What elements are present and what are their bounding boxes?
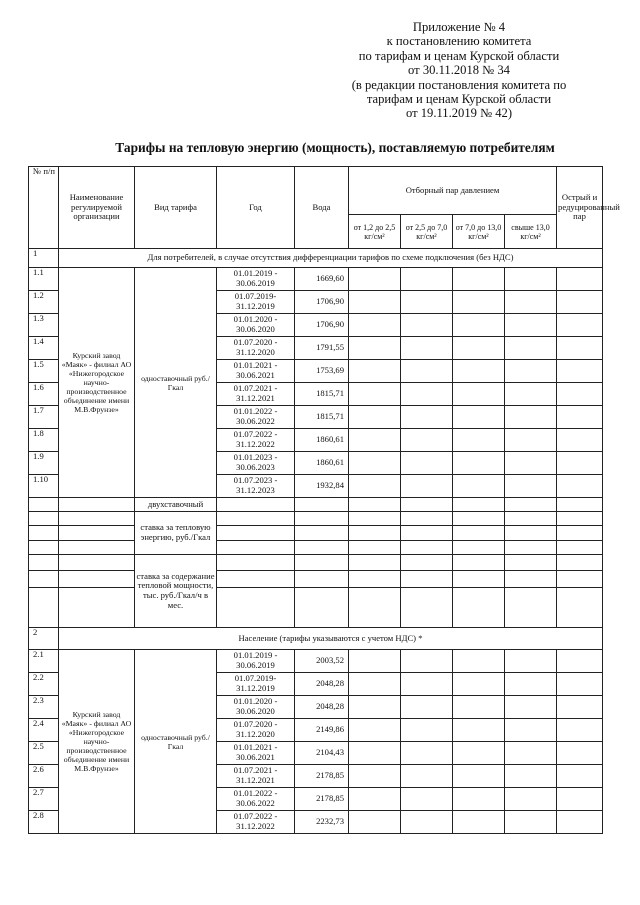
empty-cell — [557, 429, 603, 452]
empty-cell — [557, 765, 603, 788]
empty-cell — [453, 742, 505, 765]
annex-line: к постановлению комитета — [386, 34, 532, 49]
tariff-period: 01.07.2022 - 31.12.2022 — [217, 811, 295, 834]
tariff-period: 01.01.2023 - 30.06.2023 — [217, 452, 295, 475]
water-tariff: 1932,84 — [295, 475, 349, 498]
water-tariff: 2104,43 — [295, 742, 349, 765]
empty-cell — [29, 541, 59, 555]
empty-cell — [557, 383, 603, 406]
empty-cell — [505, 788, 557, 811]
empty-cell — [295, 512, 349, 526]
empty-cell — [505, 719, 557, 742]
header-num: № п/п — [29, 167, 59, 249]
tariff-period: 01.01.2021 - 30.06.2021 — [217, 742, 295, 765]
empty-cell — [349, 452, 401, 475]
section-row — [29, 249, 603, 268]
water-tariff: 1706,90 — [295, 291, 349, 314]
empty-cell — [401, 650, 453, 673]
empty-cell — [401, 383, 453, 406]
water-tariff: 2178,85 — [295, 765, 349, 788]
empty-cell — [505, 541, 557, 555]
empty-cell — [505, 696, 557, 719]
empty-cell — [29, 588, 59, 628]
empty-cell — [453, 541, 505, 555]
header-row — [29, 167, 603, 215]
empty-cell — [557, 588, 603, 628]
empty-cell — [349, 383, 401, 406]
empty-cell — [557, 475, 603, 498]
empty-cell — [505, 742, 557, 765]
empty-cell — [557, 314, 603, 337]
empty-cell — [453, 383, 505, 406]
empty-cell — [557, 291, 603, 314]
empty-cell — [349, 650, 401, 673]
water-tariff: 1669,60 — [295, 268, 349, 291]
tariff-period: 01.07.2020 - 31.12.2020 — [217, 719, 295, 742]
energy-rate-label: ставка за тепловую энергию, руб./Гкал — [135, 512, 217, 555]
row-number: 1.8 — [29, 429, 59, 452]
empty-cell — [29, 526, 59, 541]
empty-cell — [401, 406, 453, 429]
empty-cell — [401, 811, 453, 834]
two-part-row — [29, 512, 603, 526]
empty-cell — [349, 268, 401, 291]
empty-cell — [505, 498, 557, 512]
empty-cell — [349, 541, 401, 555]
empty-cell — [29, 571, 59, 588]
empty-cell — [295, 555, 349, 571]
header-steam: Отборный пар давлением — [349, 167, 557, 215]
empty-cell — [217, 526, 295, 541]
table-row — [29, 268, 603, 291]
empty-cell — [453, 268, 505, 291]
row-number: 2.1 — [29, 650, 59, 673]
annex-line: по тарифам и ценам Курской области — [358, 48, 560, 63]
header-org: Наименование регулируемой организации — [59, 167, 135, 249]
empty-cell — [557, 571, 603, 588]
empty-cell — [505, 383, 557, 406]
empty-cell — [505, 268, 557, 291]
water-tariff: 2149,86 — [295, 719, 349, 742]
two-part-row — [29, 498, 603, 512]
empty-cell — [453, 526, 505, 541]
empty-cell — [401, 788, 453, 811]
tariff-period: 01.01.2021 - 30.06.2021 — [217, 360, 295, 383]
header-kind: Вид тарифа — [135, 167, 217, 249]
empty-cell — [453, 360, 505, 383]
tariff-kind: одноставочный руб./Гкал — [135, 650, 217, 834]
empty-cell — [557, 742, 603, 765]
empty-cell — [349, 588, 401, 628]
tariff-period: 01.01.2019 - 30.06.2019 — [217, 268, 295, 291]
row-number: 1.9 — [29, 452, 59, 475]
water-tariff: 2178,85 — [295, 788, 349, 811]
two-part-row — [29, 571, 603, 588]
tariff-period: 01.07.2022 - 31.12.2022 — [217, 429, 295, 452]
tariff-period: 01.07.2023 - 31.12.2023 — [217, 475, 295, 498]
empty-cell — [295, 571, 349, 588]
empty-cell — [401, 673, 453, 696]
row-number: 2.8 — [29, 811, 59, 834]
tariff-period: 01.01.2022 - 30.06.2022 — [217, 788, 295, 811]
header-pressure-4: свыше 13,0 кг/см² — [505, 215, 557, 249]
empty-cell — [349, 742, 401, 765]
empty-cell — [505, 673, 557, 696]
header-pressure-2: от 2,5 до 7,0 кг/см² — [401, 215, 453, 249]
annex-line: от 19.11.2019 № 42) — [405, 106, 513, 121]
empty-cell — [59, 588, 135, 628]
tariff-period: 01.01.2020 - 30.06.2020 — [217, 314, 295, 337]
water-tariff: 1860,61 — [295, 452, 349, 475]
empty-cell — [401, 555, 453, 571]
empty-cell — [401, 314, 453, 337]
empty-cell — [453, 788, 505, 811]
empty-cell — [349, 291, 401, 314]
two-part-row — [29, 526, 603, 541]
header-water: Вода — [295, 167, 349, 249]
row-number: 1.1 — [29, 268, 59, 291]
empty-cell — [401, 696, 453, 719]
empty-cell — [349, 314, 401, 337]
table-row — [29, 650, 603, 673]
row-number: 2.6 — [29, 765, 59, 788]
empty-cell — [59, 555, 135, 571]
empty-cell — [505, 475, 557, 498]
empty-cell — [349, 571, 401, 588]
section-number: 2 — [29, 628, 59, 650]
empty-cell — [401, 588, 453, 628]
empty-cell — [401, 360, 453, 383]
empty-cell — [349, 337, 401, 360]
empty-cell — [505, 452, 557, 475]
empty-cell — [453, 337, 505, 360]
empty-cell — [505, 588, 557, 628]
empty-cell — [557, 541, 603, 555]
empty-cell — [217, 541, 295, 555]
empty-cell — [217, 571, 295, 588]
two-part-label: двухставочный — [135, 498, 217, 512]
empty-cell — [401, 765, 453, 788]
row-number: 1.6 — [29, 383, 59, 406]
water-tariff: 1706,90 — [295, 314, 349, 337]
empty-cell — [59, 541, 135, 555]
empty-cell — [217, 588, 295, 628]
empty-cell — [349, 696, 401, 719]
empty-cell — [505, 406, 557, 429]
empty-cell — [349, 429, 401, 452]
empty-cell — [401, 452, 453, 475]
empty-cell — [59, 498, 135, 512]
empty-cell — [59, 512, 135, 526]
empty-cell — [401, 429, 453, 452]
tariff-kind: одноставочный руб./Гкал — [135, 268, 217, 498]
empty-cell — [453, 512, 505, 526]
empty-cell — [557, 526, 603, 541]
empty-cell — [401, 475, 453, 498]
row-number: 1.2 — [29, 291, 59, 314]
empty-cell — [557, 337, 603, 360]
empty-cell — [505, 555, 557, 571]
row-number: 2.5 — [29, 742, 59, 765]
empty-cell — [557, 719, 603, 742]
empty-cell — [505, 360, 557, 383]
empty-cell — [349, 719, 401, 742]
row-number: 1.7 — [29, 406, 59, 429]
empty-cell — [505, 650, 557, 673]
empty-cell — [349, 475, 401, 498]
empty-cell — [557, 406, 603, 429]
empty-cell — [505, 765, 557, 788]
empty-cell — [557, 268, 603, 291]
empty-cell — [453, 571, 505, 588]
empty-cell — [217, 555, 295, 571]
empty-cell — [505, 512, 557, 526]
empty-cell — [29, 512, 59, 526]
empty-cell — [453, 291, 505, 314]
empty-cell — [453, 452, 505, 475]
header-pressure-1: от 1,2 до 2,5 кг/см² — [349, 215, 401, 249]
tariff-period: 01.07.2021 - 31.12.2021 — [217, 765, 295, 788]
row-number: 2.2 — [29, 673, 59, 696]
empty-cell — [505, 526, 557, 541]
two-part-row — [29, 555, 603, 571]
empty-cell — [295, 588, 349, 628]
row-number: 1.3 — [29, 314, 59, 337]
annex-line: (в редакции постановления комитета по — [351, 77, 567, 92]
empty-cell — [401, 541, 453, 555]
empty-cell — [295, 526, 349, 541]
document-title: Тарифы на тепловую энергию (мощность), поставляемую потребителям — [115, 140, 555, 155]
empty-cell — [505, 571, 557, 588]
tariff-period: 01.07.2020 - 31.12.2020 — [217, 337, 295, 360]
empty-cell — [401, 742, 453, 765]
empty-cell — [453, 811, 505, 834]
empty-cell — [349, 811, 401, 834]
empty-cell — [557, 452, 603, 475]
empty-cell — [59, 571, 135, 588]
empty-cell — [401, 337, 453, 360]
empty-cell — [349, 788, 401, 811]
water-tariff: 1753,69 — [295, 360, 349, 383]
empty-cell — [453, 555, 505, 571]
header-sharp-steam: Острый и редуцированный пар — [557, 167, 603, 249]
empty-cell — [349, 360, 401, 383]
organization-name: Курский завод «Маяк» - филиал АО «Нижегородское научно-производственное объединение имени М.В.Фрунзе» — [59, 268, 135, 498]
section-number: 1 — [29, 249, 59, 268]
empty-cell — [453, 650, 505, 673]
annex-header — [300, 20, 618, 121]
empty-cell — [217, 512, 295, 526]
empty-cell — [29, 555, 59, 571]
two-part-row — [29, 588, 603, 628]
row-number: 1.10 — [29, 475, 59, 498]
row-number: 2.4 — [29, 719, 59, 742]
tariff-period: 01.07.2021 - 31.12.2021 — [217, 383, 295, 406]
water-tariff: 2003,52 — [295, 650, 349, 673]
empty-cell — [349, 673, 401, 696]
empty-cell — [349, 526, 401, 541]
row-number: 1.5 — [29, 360, 59, 383]
empty-cell — [401, 719, 453, 742]
empty-cell — [349, 406, 401, 429]
empty-cell — [453, 475, 505, 498]
empty-cell — [505, 429, 557, 452]
two-part-row — [29, 541, 603, 555]
empty-cell — [557, 788, 603, 811]
water-tariff: 2232,73 — [295, 811, 349, 834]
tariff-period: 01.07.2019- 31.12.2019 — [217, 673, 295, 696]
empty-cell — [59, 526, 135, 541]
empty-cell — [557, 673, 603, 696]
empty-cell — [401, 526, 453, 541]
empty-cell — [557, 360, 603, 383]
row-number: 2.3 — [29, 696, 59, 719]
empty-cell — [401, 512, 453, 526]
water-tariff: 1815,71 — [295, 406, 349, 429]
empty-cell — [295, 541, 349, 555]
tariff-period: 01.01.2022 - 30.06.2022 — [217, 406, 295, 429]
header-year: Год — [217, 167, 295, 249]
row-number: 1.4 — [29, 337, 59, 360]
empty-cell — [505, 337, 557, 360]
empty-cell — [349, 512, 401, 526]
empty-cell — [557, 811, 603, 834]
empty-cell — [453, 314, 505, 337]
capacity-rate-label: ставка за содержание тепловой мощности, тыс. руб./Гкал/ч в мес. — [135, 555, 217, 628]
empty-cell — [453, 406, 505, 429]
tariff-period: 01.01.2020 - 30.06.2020 — [217, 696, 295, 719]
empty-cell — [453, 765, 505, 788]
row-number: 2.7 — [29, 788, 59, 811]
empty-cell — [217, 498, 295, 512]
empty-cell — [453, 429, 505, 452]
empty-cell — [401, 268, 453, 291]
empty-cell — [401, 571, 453, 588]
empty-cell — [349, 555, 401, 571]
empty-cell — [453, 588, 505, 628]
empty-cell — [505, 314, 557, 337]
section-title: Население (тарифы указываются с учетом НДС) * — [59, 628, 603, 650]
empty-cell — [505, 291, 557, 314]
water-tariff: 1860,61 — [295, 429, 349, 452]
annex-line: Приложение № 4 — [412, 20, 506, 34]
water-tariff: 1791,55 — [295, 337, 349, 360]
empty-cell — [505, 811, 557, 834]
empty-cell — [557, 512, 603, 526]
empty-cell — [557, 650, 603, 673]
empty-cell — [453, 719, 505, 742]
organization-name: Курский завод «Маяк» - филиал АО «Нижегородское научно-производственное объединение имени М.В.Фрунзе» — [59, 650, 135, 834]
empty-cell — [453, 673, 505, 696]
empty-cell — [349, 765, 401, 788]
empty-cell — [557, 498, 603, 512]
empty-cell — [401, 291, 453, 314]
water-tariff: 1815,71 — [295, 383, 349, 406]
annex-line: от 30.11.2018 № 34 — [408, 63, 510, 78]
empty-cell — [401, 498, 453, 512]
section-row — [29, 628, 603, 650]
section-title: Для потребителей, в случае отсутствия дифференциации тарифов по схеме подключения (без НДС) — [59, 249, 603, 268]
empty-cell — [349, 498, 401, 512]
water-tariff: 2048,28 — [295, 696, 349, 719]
empty-cell — [453, 498, 505, 512]
water-tariff: 2048,28 — [295, 673, 349, 696]
empty-cell — [295, 498, 349, 512]
empty-cell — [453, 696, 505, 719]
tariff-table — [28, 166, 620, 834]
empty-cell — [557, 696, 603, 719]
empty-cell — [557, 555, 603, 571]
annex-line: тарифам и ценам Курской области — [366, 92, 552, 107]
empty-cell — [29, 498, 59, 512]
tariff-period: 01.07.2019- 31.12.2019 — [217, 291, 295, 314]
header-pressure-3: от 7,0 до 13,0 кг/см² — [453, 215, 505, 249]
tariff-period: 01.01.2019 - 30.06.2019 — [217, 650, 295, 673]
